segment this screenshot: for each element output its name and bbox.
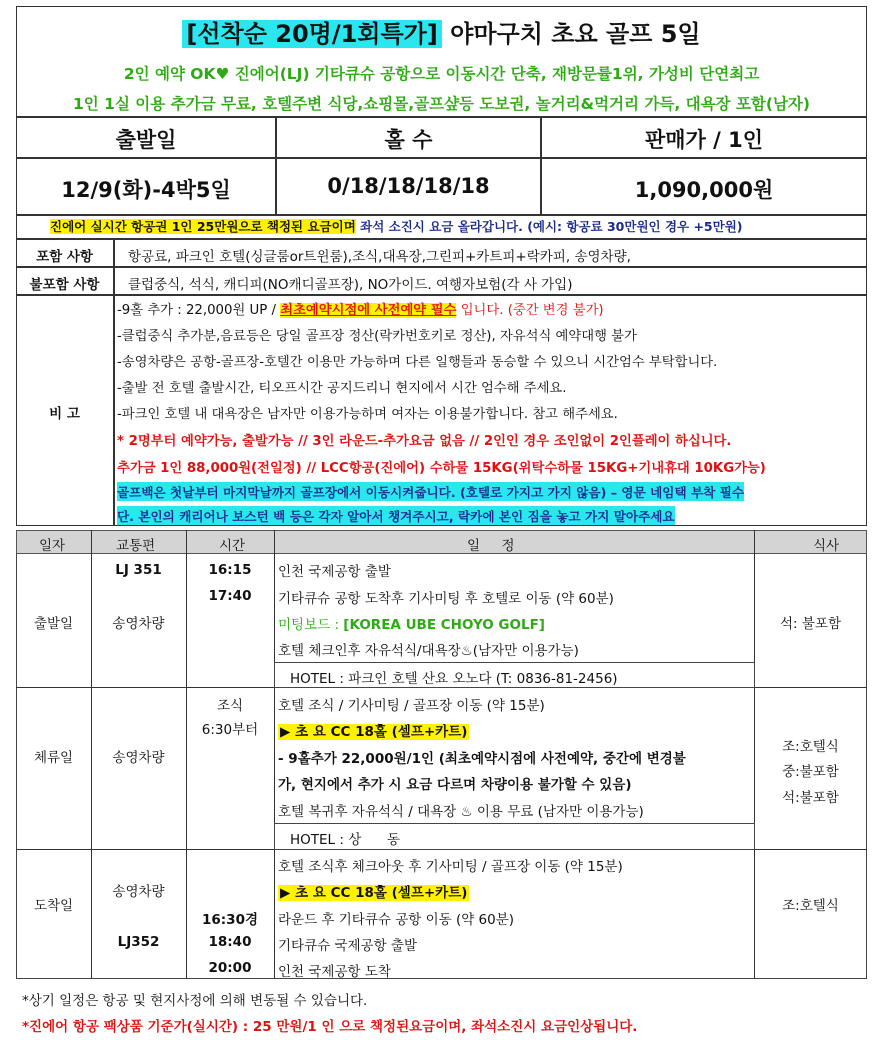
remark-8: 골프백은 첫날부터 마지막날까지 골프장에서 이동시켜줍니다. (호텔로 가지고 가지 않음) – 영문 네임택 부착 필수 xyxy=(117,482,744,501)
header-meal: 식사 xyxy=(813,538,840,554)
remark-4: -출발 전 호텔 출발시간, 티오프시간 공지드리니 현지에서 시간 엄수해 주세요. xyxy=(117,381,567,396)
day1-flight: LJ 351 xyxy=(115,562,162,578)
day2-item-5: 호텔 복귀후 자유석식 / 대욕장 ♨ 이용 무료 (남자만 이용가능) xyxy=(278,804,644,820)
price-note xyxy=(17,216,866,238)
included-label: 포함 사항 xyxy=(36,249,93,265)
day3-label: 도착일 xyxy=(33,898,74,914)
header-itinerary: 일 정 xyxy=(467,538,515,554)
remark-2: -클럽중식 추가분,음료등은 당일 골프장 정산(락카번호키로 정산), 자유석식 예약대행 불가 xyxy=(117,329,637,344)
remark-1a: -9홀 추가 : 22,000원 UP / xyxy=(117,303,281,318)
col-header-holes: 홀 수 xyxy=(384,128,433,152)
header-line-1 xyxy=(0,62,883,84)
header-transport: 교통편 xyxy=(116,538,156,554)
day1-vehicle: 송영차량 xyxy=(112,616,165,632)
day2-meal-3: 석:불포함 xyxy=(782,790,839,806)
day1-time-2: 17:40 xyxy=(208,588,252,604)
page-title xyxy=(0,14,883,49)
remark-6: * 2명부터 예약가능, 출발가능 // 3인 라운드-추가요금 없음 // 2인인 경우 조인없이 2인플레이 하십니다. xyxy=(117,434,732,449)
divider xyxy=(274,530,275,979)
meeting-board-value: [KOREA UBE CHOYO GOLF] xyxy=(343,617,545,633)
day3-item-4: 기타큐슈 국제공항 출발 xyxy=(278,938,417,954)
day1-meal: 석: 불포함 xyxy=(779,616,841,632)
day2-item-4: 가, 현지에서 추가 시 요금 다르며 차량이용 불가할 수 있음) xyxy=(278,777,632,793)
col-header-date: 출발일 xyxy=(115,128,177,152)
day3-time-3: 20:00 xyxy=(208,960,252,976)
day1-item-3 xyxy=(278,613,545,633)
divider xyxy=(16,294,867,296)
day1-item-4: 호텔 체크인후 자유석식/대욕장♨(남자만 이용가능) xyxy=(278,643,579,659)
day3-flight: LJ352 xyxy=(117,934,160,950)
day3-meal: 조:호텔식 xyxy=(782,898,839,914)
departure-date: 12/9(화)-4박5일 xyxy=(61,178,231,202)
remark-1b: 최초예약시점에 사전예약 필수 xyxy=(280,303,457,318)
hole-count: 0/18/18/18/18 xyxy=(327,174,490,198)
day1-item-1: 인천 국제공항 출발 xyxy=(278,564,391,580)
day2-meal-1: 조:호텔식 xyxy=(782,739,839,755)
remark-1 xyxy=(117,299,604,318)
price-note-navy: 좌석 소진시 요금 올라갑니다. (예시: 항공료 30만원인 경우 +5만원) xyxy=(355,219,743,234)
day3-item-3: 라운드 후 기타큐슈 공항 이동 (약 60분) xyxy=(278,912,515,928)
divider xyxy=(16,238,867,240)
divider xyxy=(16,266,867,268)
day2-item-1: 호텔 조식 / 기사미팅 / 골프장 이동 (약 15분) xyxy=(278,698,545,714)
day2-time-2: 6:30부터 xyxy=(201,722,259,738)
golf-course-highlight: ▶ 초 요 CC 18홀 (셀프+카트) xyxy=(280,724,468,740)
remark-5: -파크인 호텔 내 대욕장은 남자만 이용가능하며 여자는 이용불가합니다. 참고 해주세요. xyxy=(117,407,618,422)
day2-time-1: 조식 xyxy=(216,698,244,714)
day3-golf xyxy=(278,881,469,901)
day3-vehicle: 송영차량 xyxy=(112,884,165,900)
remark-7: 추가금 1인 88,000원(전일정) // LCC항공(진에어) 수하물 15KG(위탁수하물 15KG+기내휴대 10KG가능) xyxy=(117,461,766,476)
remark-3: -송영차량은 공항-골프장-호텔간 이용만 가능하며 다른 일행들과 동승할 수 있으니 시간엄수 부탁합니다. xyxy=(117,355,718,370)
remark-9: 단. 본인의 캐리어나 보스턴 백 등은 각자 알아서 챙겨주시고, 락카에 본인 짐을 놓고 가지 말아주세요 xyxy=(117,506,675,525)
footer-note-2: *진에어 항공 팩상품 기준가(실시간) : 25 만원/1 인 으로 책정된요금이며, 좌석소진시 요금인상됩니다. xyxy=(22,1019,638,1035)
divider xyxy=(16,157,867,159)
day2-item-3: - 9홀추가 22,000원/1인 (최초예약시점에 사전예약, 중간에 변경불 xyxy=(278,751,686,767)
excluded-value: 클럽중식, 석식, 캐디피(NO캐디골프장), NO가이드. 여행자보험(각 사 가입) xyxy=(128,277,573,293)
heart-icon: ♥ xyxy=(215,65,230,83)
schedule-header xyxy=(16,530,867,554)
header-time: 시간 xyxy=(219,538,246,554)
title-rest: 야마구치 초요 골프 5일 xyxy=(441,20,701,48)
header-line-1b: 진에어(LJ) 기타큐슈 공항으로 이동시간 단축, 재방문률1위, 가성비 단연최고 xyxy=(229,65,760,83)
day2-meal-2: 중:불포함 xyxy=(782,764,839,780)
day3-item-1: 호텔 조식후 체크아웃 후 기사미팅 / 골프장 이동 (약 15분) xyxy=(278,859,623,875)
divider xyxy=(113,238,115,526)
day1-label: 출발일 xyxy=(33,616,74,632)
day1-item-2: 기타큐슈 공항 도착후 기사미팅 후 호텔로 이동 (약 60분) xyxy=(278,591,614,607)
remarks-label: 비 고 xyxy=(49,406,80,422)
price-note-yellow: 진에어 실시간 항공권 1인 25만원으로 책정된 요금이며 xyxy=(50,219,356,234)
golf-course-highlight: ▶ 초 요 CC 18홀 (셀프+카트) xyxy=(280,885,468,901)
col-header-price: 판매가 / 1인 xyxy=(644,128,764,152)
day3-time-1: 16:30경 xyxy=(201,912,258,928)
day2-golf xyxy=(278,720,469,740)
header-day: 일자 xyxy=(39,538,66,554)
header-line-1a: 2인 예약 OK xyxy=(123,65,216,83)
meeting-board-label: 미팅보드 : xyxy=(278,617,344,633)
included-value: 항공료, 파크인 호텔(싱글룸or트윈룸),조식,대욕장,그린피+카트피+락카피, 송영차량, xyxy=(128,249,631,265)
day2-hotel: HOTEL : 상 동 xyxy=(290,832,401,848)
footer-note-1: *상기 일정은 항공 및 현지사정에 의해 변동될 수 있습니다. xyxy=(22,993,368,1009)
header-line-2: 1인 1실 이용 추가금 무료, 호텔주변 식당,쇼핑몰,골프샾등 도보권, 놀거리&먹거리 가득, 대욕장 포함(남자) xyxy=(73,95,810,113)
day1-time-1: 16:15 xyxy=(208,562,252,578)
title-highlight: [선착순 20명/1회특가] xyxy=(182,20,441,48)
day3-time-2: 18:40 xyxy=(208,934,252,950)
remark-1c: 입니다. (중간 변경 불가) xyxy=(456,303,604,318)
day2-label: 체류일 xyxy=(33,750,74,766)
day3-item-5: 인천 국제공항 도착 xyxy=(278,964,391,980)
day2-vehicle: 송영차량 xyxy=(112,750,165,766)
sale-price: 1,090,000원 xyxy=(634,178,774,202)
excluded-label: 불포함 사항 xyxy=(29,277,100,293)
divider xyxy=(16,116,867,118)
day1-hotel: HOTEL : 파크인 호텔 산요 오노다 (T: 0836-81-2456) xyxy=(290,671,618,687)
